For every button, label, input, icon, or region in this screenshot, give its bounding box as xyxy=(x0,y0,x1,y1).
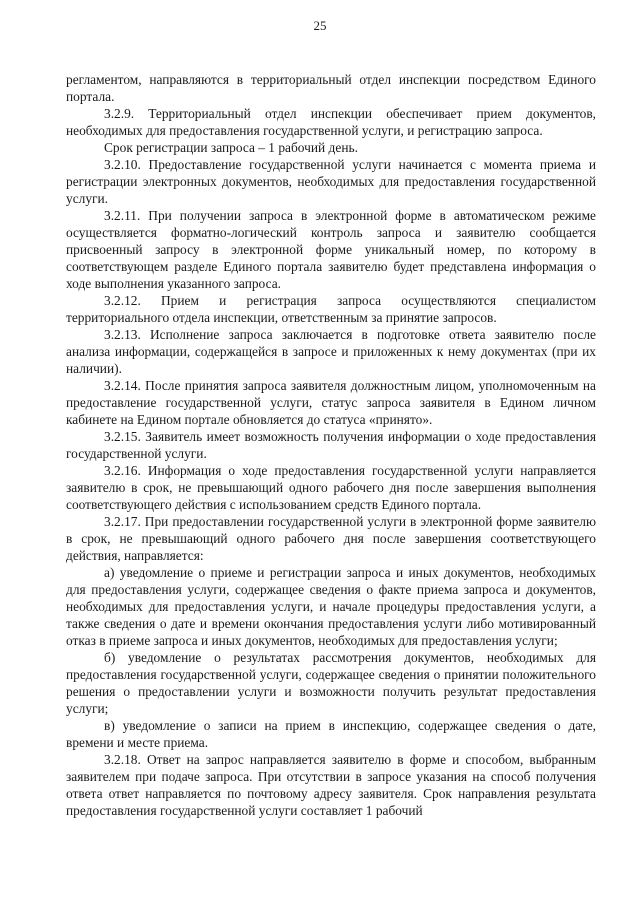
paragraph: 3.2.15. Заявитель имеет возможность получения информации о ходе предоставления государственной услуги. xyxy=(66,429,596,461)
paragraph: а) уведомление о приеме и регистрации запроса и иных документов, необходимых для предоставления услуги, содержащее сведения о факте приема запроса и документов, необходимых для предоставления услуги, и начале процедуры предоставления услуги, а также сведения о дате и времени окончания предоставления услуги либо мотивированный отказ в приеме запроса и иных документов, необходимых для предоставления услуги; xyxy=(66,565,596,648)
paragraph: регламентом, направляются в территориальный отдел инспекции посредством Единого портала. xyxy=(66,72,596,104)
paragraph: Срок регистрации запроса – 1 рабочий день. xyxy=(104,140,358,155)
paragraph: 3.2.17. При предоставлении государственной услуги в электронной форме заявителю в срок, не превышающий одного рабочего дня после завершения соответствующего действия, направляется: xyxy=(66,514,596,563)
paragraph: б) уведомление о результатах рассмотрения документов, необходимых для предоставления государственной услуги, содержащее сведения о принятии положительного решения о предоставлении услуги и возможности получить результат предоставления услуги; xyxy=(66,650,596,716)
paragraph: 3.2.12. Прием и регистрация запроса осуществляются специалистом территориального отдела инспекции, ответственным за принятие запросов. xyxy=(66,293,596,325)
paragraph: 3.2.13. Исполнение запроса заключается в подготовке ответа заявителю после анализа информации, содержащейся в запросе и приложенных к нему документах (при их наличии). xyxy=(66,327,596,376)
paragraph: 3.2.14. После принятия запроса заявителя должностным лицом, уполномоченным на предоставление государственной услуги, статус запроса заявителя в Едином личном кабинете на Едином портале обновляется до статуса «принято». xyxy=(66,378,596,427)
paragraph: 3.2.18. Ответ на запрос направляется заявителю в форме и способом, выбранным заявителем при подаче запроса. При отсутствии в запросе указания на способ получения ответа ответ направляется по почтовому адресу заявителя. Срок направления результата предоставления государственной услуги составляет 1 рабочий xyxy=(66,752,596,818)
document-body xyxy=(66,71,596,819)
paragraph: 3.2.9. Территориальный отдел инспекции обеспечивает прием документов, необходимых для предоставления государственной услуги, и регистрацию запроса. xyxy=(66,106,596,138)
paragraph: 3.2.11. При получении запроса в электронной форме в автоматическом режиме осуществляется форматно-логический контроль запроса и заявителю сообщается присвоенный запросу в электронной форме уникальный номер, по которому в соответствующем разделе Единого портала заявителю будет представлена информация о ходе выполнения указанного запроса. xyxy=(66,208,596,291)
paragraph: 3.2.10. Предоставление государственной услуги начинается с момента приема и регистрации электронных документов, необходимых для предоставления государственной услуги. xyxy=(66,157,596,206)
paragraph: в) уведомление о записи на прием в инспекцию, содержащее сведения о дате, времени и месте приема. xyxy=(66,718,596,750)
page-number: 25 xyxy=(313,18,327,33)
paragraph: 3.2.16. Информация о ходе предоставления государственной услуги направляется заявителю в срок, не превышающий одного рабочего дня после завершения выполнения соответствующего действия с использованием средств Единого портала. xyxy=(66,463,596,512)
